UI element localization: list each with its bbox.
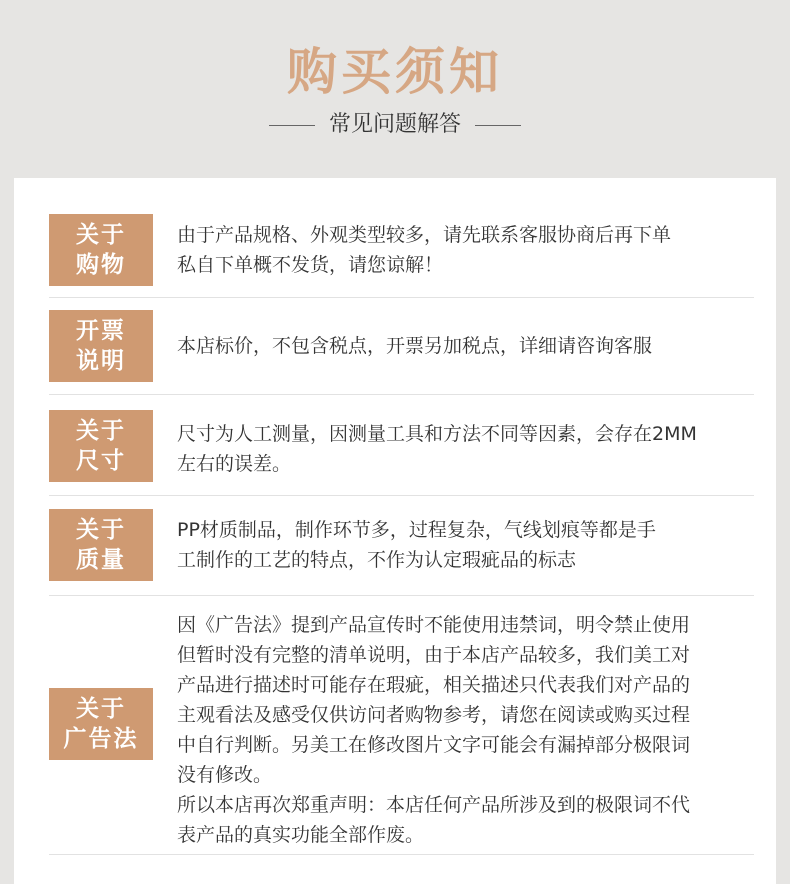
divider	[49, 394, 754, 395]
text-line: 表产品的真实功能全部作废。	[177, 824, 425, 846]
text-line: 私自下单概不发货，请您谅解！	[177, 254, 444, 276]
section-label-line1: 关于	[76, 517, 126, 543]
text-line: 本店标价，不包含税点，开票另加税点，详细请咨询客服	[177, 335, 653, 357]
divider	[49, 854, 754, 855]
section-label	[49, 509, 153, 581]
text-line: 因《广告法》提到产品宣传时不能使用违禁词，明令禁止使用	[177, 614, 691, 636]
page-subtitle: 常见问题解答	[328, 112, 461, 137]
subtitle-right-line	[475, 125, 521, 126]
section-text	[177, 419, 747, 479]
section-text	[177, 220, 747, 280]
section-text	[177, 610, 747, 850]
text-line: 但暂时没有完整的清单说明，由于本店产品较多，我们美工对	[177, 644, 691, 666]
subtitle-left-line	[269, 125, 315, 126]
text-line: PP材质制品，制作环节多，过程复杂，气线划痕等都是手	[177, 519, 656, 541]
section-label-line1: 开票	[76, 318, 126, 344]
text-line: 所以本店再次郑重声明：本店任何产品所涉及到的极限词不代	[177, 794, 691, 816]
divider	[49, 595, 754, 596]
text-line: 由于产品规格、外观类型较多，请先联系客服协商后再下单	[177, 224, 672, 246]
divider	[49, 495, 754, 496]
text-line: 尺寸为人工测量，因测量工具和方法不同等因素，会存在2MM	[177, 423, 697, 445]
faq-card	[14, 178, 776, 884]
text-line: 主观看法及感受仅供访问者购物参考，请您在阅读或购买过程	[177, 704, 691, 726]
text-line: 左右的误差。	[177, 453, 292, 475]
section-text	[177, 515, 747, 575]
section-label-line1: 关于	[76, 418, 126, 444]
section-label-line2: 广告法	[63, 726, 139, 752]
subtitle-row	[0, 110, 790, 140]
section-label-line1: 关于	[76, 696, 126, 722]
section-label-line2: 购物	[76, 252, 126, 278]
section-label	[49, 688, 153, 760]
section-label	[49, 310, 153, 382]
text-line: 中自行判断。另美工在修改图片文字可能会有漏掉部分极限词	[177, 734, 691, 756]
page-title: 购买须知	[287, 43, 503, 101]
section-label	[49, 214, 153, 286]
section-label-line1: 关于	[76, 222, 126, 248]
text-line: 工制作的工艺的特点，不作为认定瑕疵品的标志	[177, 549, 577, 571]
text-line: 产品进行描述时可能存在瑕疵，相关描述只代表我们对产品的	[177, 674, 691, 696]
divider	[49, 297, 754, 298]
section-label-line2: 质量	[76, 547, 126, 573]
section-text	[177, 331, 747, 361]
section-label	[49, 410, 153, 482]
section-label-line2: 说明	[76, 348, 126, 374]
text-line: 没有修改。	[177, 764, 273, 786]
section-label-line2: 尺寸	[76, 448, 126, 474]
